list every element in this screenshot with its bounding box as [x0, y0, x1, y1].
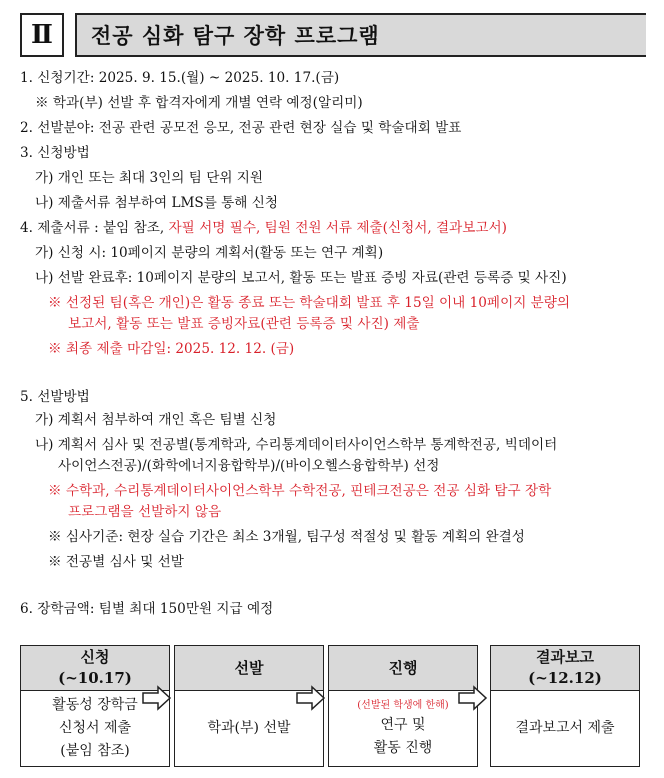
- documents-required-note: 자필 서명 필수, 팀원 전원 서류 제출(신청서, 결과보고서): [168, 220, 507, 236]
- selection-field: 2. 선발분야: 전공 관련 공모전 응모, 전공 관련 현장 실습 및 학술대회 발표: [20, 120, 462, 136]
- selection-method-heading: 5. 선발방법: [20, 389, 90, 405]
- selection-method-b: 나) 계획서 심사 및 전공별(통계학과, 수리통계데이터사이언스학부 통계학전공, 빅데이터: [35, 437, 558, 453]
- selection-by-major: ※ 전공별 심사 및 선발: [48, 554, 184, 570]
- apply-method-b: 나) 제출서류 첨부하여 LMS를 통해 신청: [35, 195, 279, 211]
- flow-step-text: 연구 및: [380, 716, 426, 733]
- flow-step-title: 신청: [80, 648, 110, 666]
- selection-criteria: ※ 심사기준: 현장 실습 기간은 최소 3개월, 팀구성 적절성 및 활동 계획의 완결성: [48, 529, 525, 545]
- flow-step-text: 학과(부) 선발: [207, 720, 291, 736]
- apply-method-heading: 3. 신청방법: [20, 145, 90, 161]
- flow-step-text: 신청서 제출: [58, 720, 132, 736]
- arrow-right-icon: [296, 685, 326, 711]
- flow-step-note: (선발된 학생에 한해): [357, 699, 449, 711]
- flow-step-report: [490, 645, 640, 767]
- selection-method-a: 가) 계획서 첨부하여 개인 혹은 팀별 신청: [35, 412, 277, 428]
- documents-a: 가) 신청 시: 10페이지 분량의 계획서(활동 또는 연구 계획): [35, 245, 384, 261]
- flow-step-text: 결과보고서 제출: [515, 720, 615, 736]
- flow-step-text: (붙임 참조): [60, 743, 130, 759]
- flow-step-title: 선발: [234, 658, 264, 677]
- selection-method-b-cont: 사이언스전공)/(화학에너지융합학부)/(바이오헬스융합학부) 선정: [58, 458, 440, 474]
- apply-period: 1. 신청기간: 2025. 9. 15.(월) ~ 2025. 10. 17.(금): [20, 70, 340, 86]
- flow-step-title: 진행: [388, 658, 418, 677]
- section-title: 전공 심화 탐구 장학 프로그램: [75, 13, 646, 57]
- section-header: [20, 13, 646, 61]
- documents-red-note-1: ※ 선정된 팀(혹은 개인)은 활동 종료 또는 학술대회 발표 후 15일 이내 10페이지 분량의: [48, 295, 571, 311]
- apply-period-note: ※ 학과(부) 선발 후 합격자에게 개별 연락 예정(알리미): [35, 95, 363, 111]
- apply-method-a: 가) 개인 또는 최대 3인의 팀 단위 지원: [35, 170, 264, 186]
- arrow-right-icon: [142, 685, 172, 711]
- flow-step-title: 결과보고: [536, 648, 594, 666]
- documents-deadline: ※ 최종 제출 마감일: 2025. 12. 12. (금): [48, 341, 295, 357]
- documents-red-note-1-cont: 보고서, 활동 또는 발표 증빙자료(관련 등록증 및 사진) 제출: [68, 316, 420, 332]
- documents-label: 4. 제출서류 : 붙임 참조,: [20, 220, 165, 236]
- flow-step-date: (~12.12): [528, 669, 602, 687]
- selection-exclusion-note-cont: 프로그램을 선발하지 않음: [68, 504, 222, 520]
- scholarship-amount: 6. 장학금액: 팀별 최대 150만원 지급 예정: [20, 601, 274, 617]
- arrow-right-icon: [458, 685, 488, 711]
- section-number: Ⅱ: [20, 13, 64, 57]
- flow-step-progress: [328, 645, 478, 767]
- documents-b: 나) 선발 완료후: 10페이지 분량의 보고서, 활동 또는 발표 증빙 자료(관련 등록증 및 사진): [35, 270, 567, 286]
- process-flow: [0, 645, 664, 770]
- flow-step-text: 활동성 장학금: [52, 697, 138, 713]
- flow-step-text: 활동 진행: [373, 739, 433, 756]
- flow-step-date: (~10.17): [58, 669, 132, 687]
- documents-heading: [20, 219, 507, 237]
- selection-exclusion-note: ※ 수학과, 수리통계데이터사이언스학부 수학전공, 핀테크전공은 전공 심화 탐구 장학: [48, 483, 552, 499]
